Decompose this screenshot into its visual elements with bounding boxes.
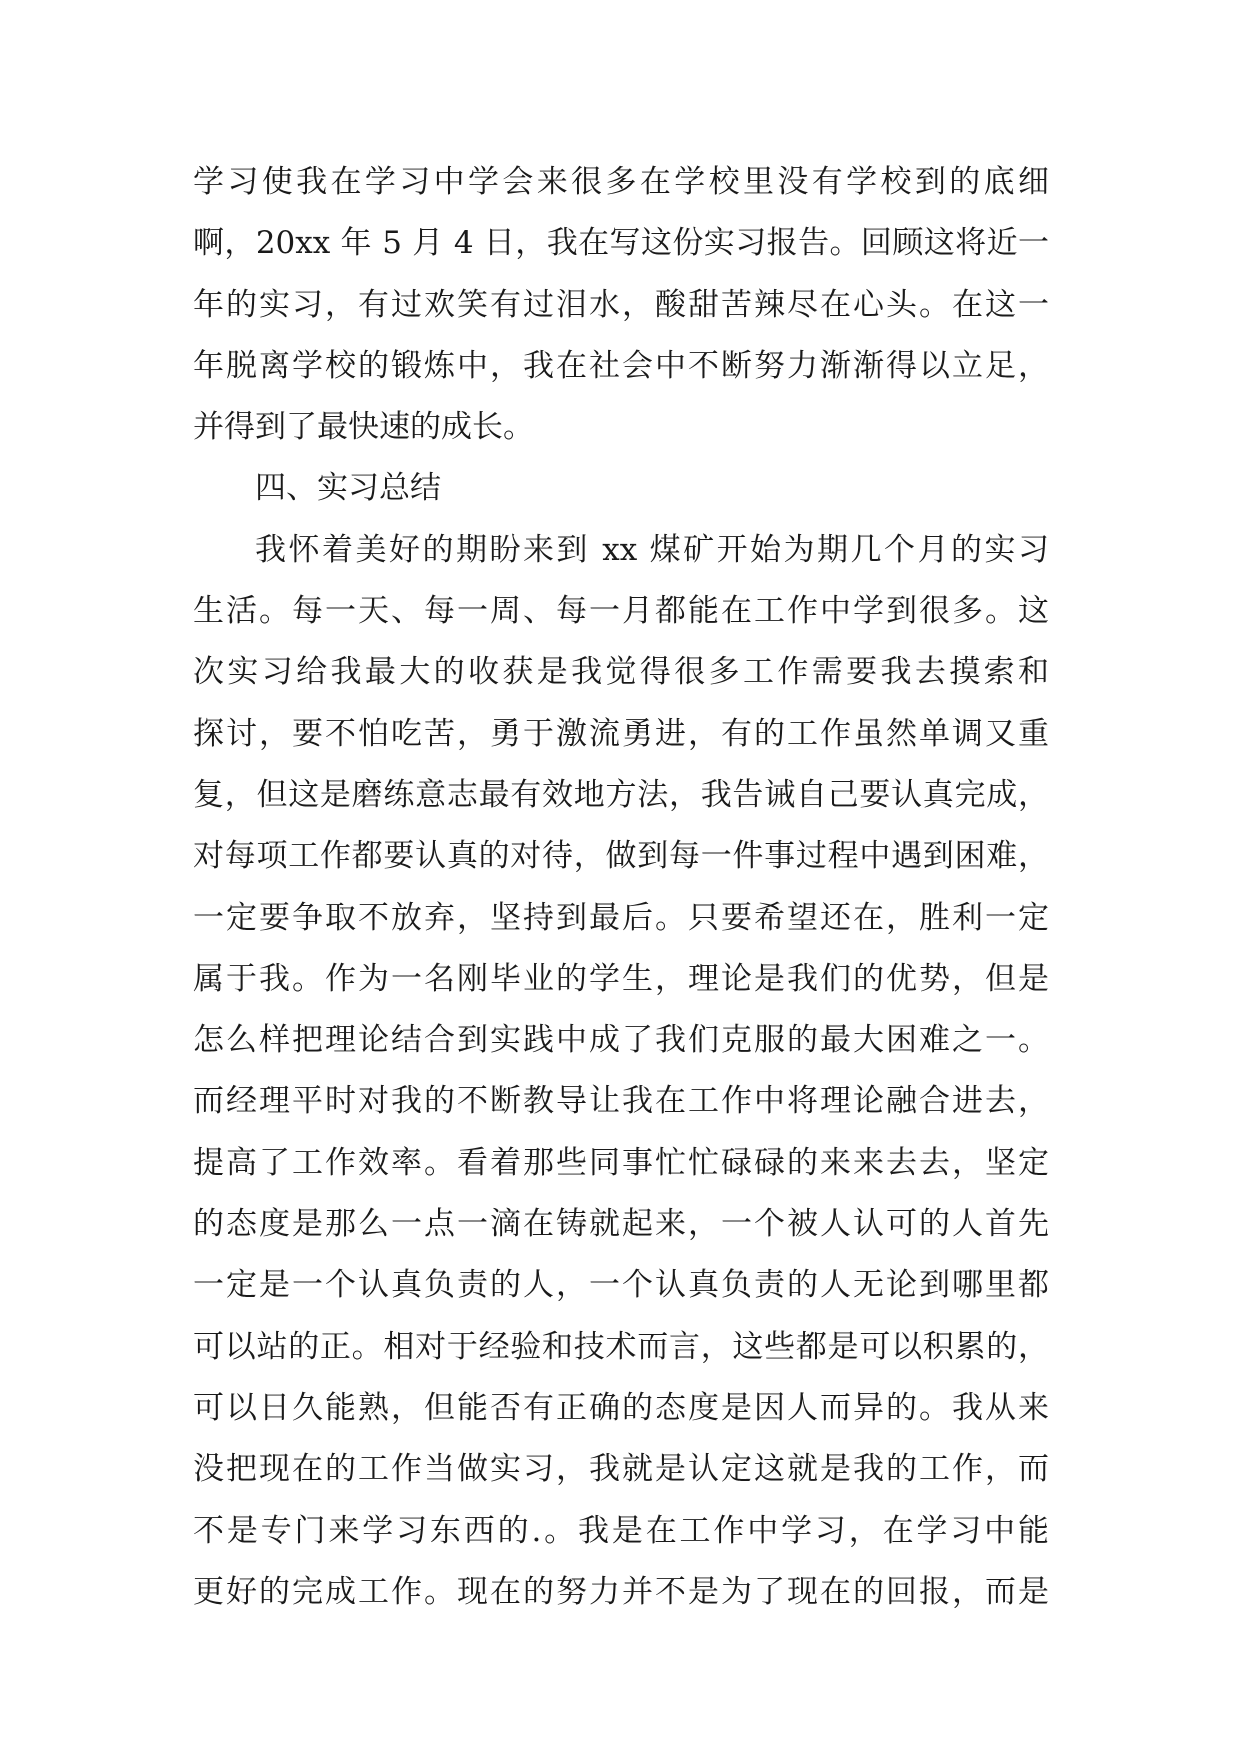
- text-line: 生活。每一天、每一周、每一月都能在工作中学到很多。这: [193, 593, 1049, 630]
- section-heading: 四、实习总结: [255, 470, 441, 507]
- text-line: 提高了工作效率。看着那些同事忙忙碌碌的来来去去，坚定: [193, 1144, 1049, 1181]
- text-line: 复，但这是磨练意志最有效地方法，我告诫自己要认真完成，: [193, 776, 1049, 813]
- text-line: 啊，20xx 年 5 月 4 日，我在写这份实习报告。回顾这将近一: [193, 225, 1049, 262]
- text-line: 的态度是那么一点一滴在铸就起来，一个被人认可的人首先: [193, 1206, 1049, 1243]
- text-line: 探讨，要不怕吃苦，勇于激流勇进，有的工作虽然单调又重: [193, 715, 1049, 752]
- text-line: 一定是一个认真负责的人，一个认真负责的人无论到哪里都: [193, 1267, 1049, 1304]
- paragraph-first-line: 我怀着美好的期盼来到 xx 煤矿开始为期几个月的实习: [255, 531, 1049, 568]
- paragraph-end-line: 并得到了最快速的成长。: [193, 409, 534, 446]
- text-line: 没把现在的工作当做实习，我就是认定这就是我的工作，而: [193, 1451, 1049, 1488]
- text-line: 而经理平时对我的不断教导让我在工作中将理论融合进去，: [193, 1083, 1049, 1120]
- text-line: 年脱离学校的锻炼中，我在社会中不断努力渐渐得以立足，: [193, 347, 1049, 384]
- text-line: 学习使我在学习中学会来很多在学校里没有学校到的底细: [193, 164, 1049, 200]
- text-line: 对每项工作都要认真的对待，做到每一件事过程中遇到困难，: [193, 838, 1049, 875]
- text-line: 次实习给我最大的收获是我觉得很多工作需要我去摸索和: [193, 654, 1049, 691]
- text-line: 不是专门来学习东西的.。我是在工作中学习，在学习中能: [193, 1512, 1049, 1549]
- text-line: 怎么样把理论结合到实践中成了我们克服的最大困难之一。: [193, 1022, 1049, 1059]
- text-line: 年的实习，有过欢笑有过泪水，酸甜苦辣尽在心头。在这一: [193, 286, 1049, 323]
- text-line: 可以站的正。相对于经验和技术而言，这些都是可以积累的，: [193, 1328, 1049, 1365]
- text-line: 更好的完成工作。现在的努力并不是为了现在的回报，而是: [193, 1573, 1049, 1610]
- text-line: 可以日久能熟，但能否有正确的态度是因人而异的。我从来: [193, 1389, 1049, 1426]
- body-text: [193, 152, 1049, 1623]
- text-line: 属于我。作为一名刚毕业的学生，理论是我们的优势，但是: [193, 960, 1049, 997]
- text-line: 一定要争取不放弃，坚持到最后。只要希望还在，胜利一定: [193, 899, 1049, 936]
